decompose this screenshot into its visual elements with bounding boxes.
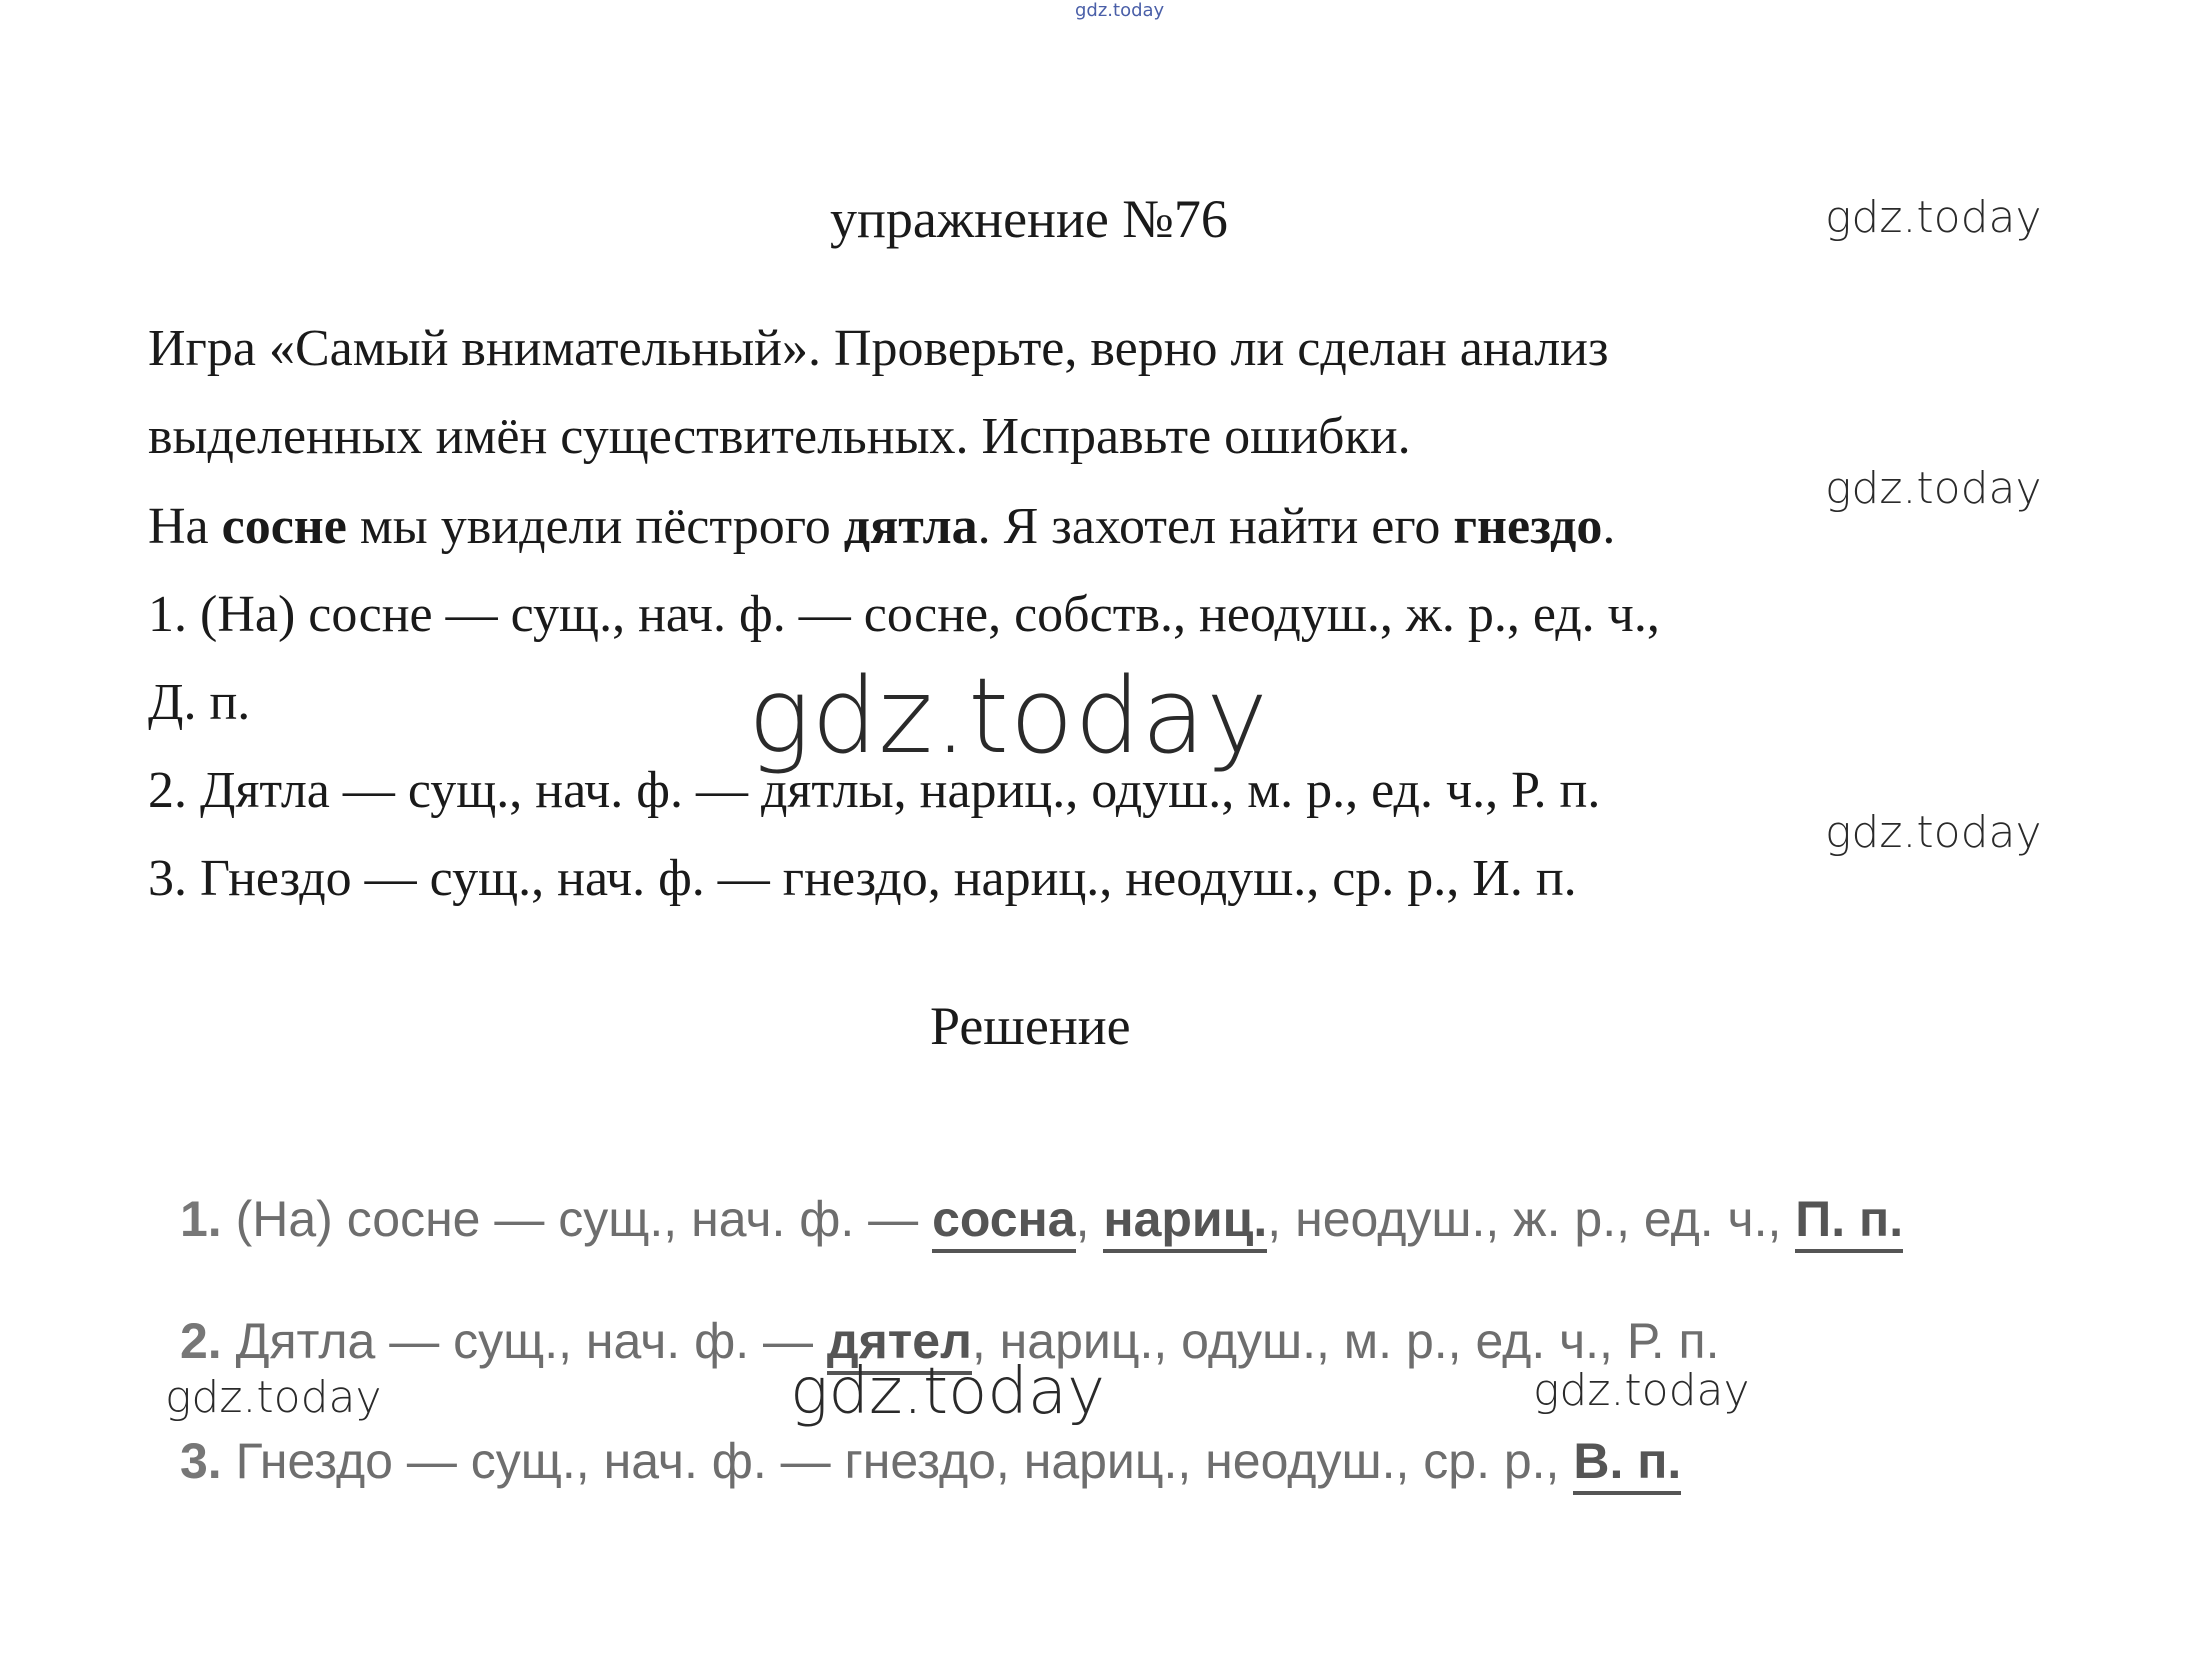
task-item-2: 2. Дятла — сущ., нач. ф. — дятлы, нариц., одуш., м. р., ед. ч., Р. п. xyxy=(148,762,1601,819)
watermark: gdz.today xyxy=(165,1372,382,1423)
answer-text: Гнездо — сущ., нач. ф. — гнездо, нариц., неодуш., ср. р., xyxy=(221,1433,1574,1489)
answer-1 xyxy=(180,1190,1903,1248)
corrected-value: П. п. xyxy=(1795,1191,1903,1253)
watermark-large: gdz.today xyxy=(748,655,1269,777)
task-instruction-line1: Игра «Самый внимательный». Проверьте, верно ли сделан анализ xyxy=(148,320,1609,377)
task-item-1-line2: Д. п. xyxy=(148,674,251,731)
bold-noun: сосне xyxy=(221,498,347,555)
corrected-value: дятел xyxy=(827,1313,972,1375)
answer-text: Дятла — сущ., нач. ф. — xyxy=(221,1313,827,1369)
watermark: gdz.today xyxy=(1825,807,2042,858)
answer-text: , xyxy=(1075,1191,1104,1247)
answer-text: , нариц., одуш., м. р., ед. ч., Р. п. xyxy=(971,1313,1720,1369)
answer-text: , неодуш., ж. р., ед. ч., xyxy=(1267,1191,1796,1247)
sentence-part: . Я захотел найти его xyxy=(977,498,1454,555)
sentence-part: мы увидели пёстрого xyxy=(346,498,844,555)
bold-noun: дятла xyxy=(843,498,978,555)
corrected-value: В. п. xyxy=(1573,1433,1681,1495)
sentence-part: На xyxy=(148,498,222,555)
answer-text: (На) сосне — сущ., нач. ф. — xyxy=(221,1191,933,1247)
watermark: gdz.today xyxy=(790,1355,1105,1429)
sentence-part: . xyxy=(1602,498,1616,555)
answer-number: 3. xyxy=(180,1433,222,1489)
watermark: gdz.today xyxy=(1533,1365,1750,1416)
watermark: gdz.today xyxy=(1825,192,2042,243)
task-item-1-line1: 1. (На) сосне — сущ., нач. ф. — сосне, собств., неодуш., ж. р., ед. ч., xyxy=(148,586,1660,643)
bold-noun: гнездо xyxy=(1453,498,1603,555)
watermark-top: gdz.today xyxy=(1075,0,1165,21)
corrected-value: нариц. xyxy=(1103,1191,1267,1253)
corrected-value: сосна xyxy=(932,1191,1076,1253)
answer-number: 1. xyxy=(180,1191,222,1247)
task-item-3: 3. Гнездо — сущ., нач. ф. — гнездо, нариц., неодуш., ср. р., И. п. xyxy=(148,850,1577,907)
solution-title: Решение xyxy=(930,996,1131,1056)
answer-3 xyxy=(180,1432,1681,1490)
watermark: gdz.today xyxy=(1825,463,2042,514)
task-sentence xyxy=(148,483,1615,571)
task-instruction-line2: выделенных имён существительных. Исправьте ошибки. xyxy=(148,408,1411,465)
answer-number: 2. xyxy=(180,1313,222,1369)
page-title: упражнение №76 xyxy=(830,189,1228,249)
